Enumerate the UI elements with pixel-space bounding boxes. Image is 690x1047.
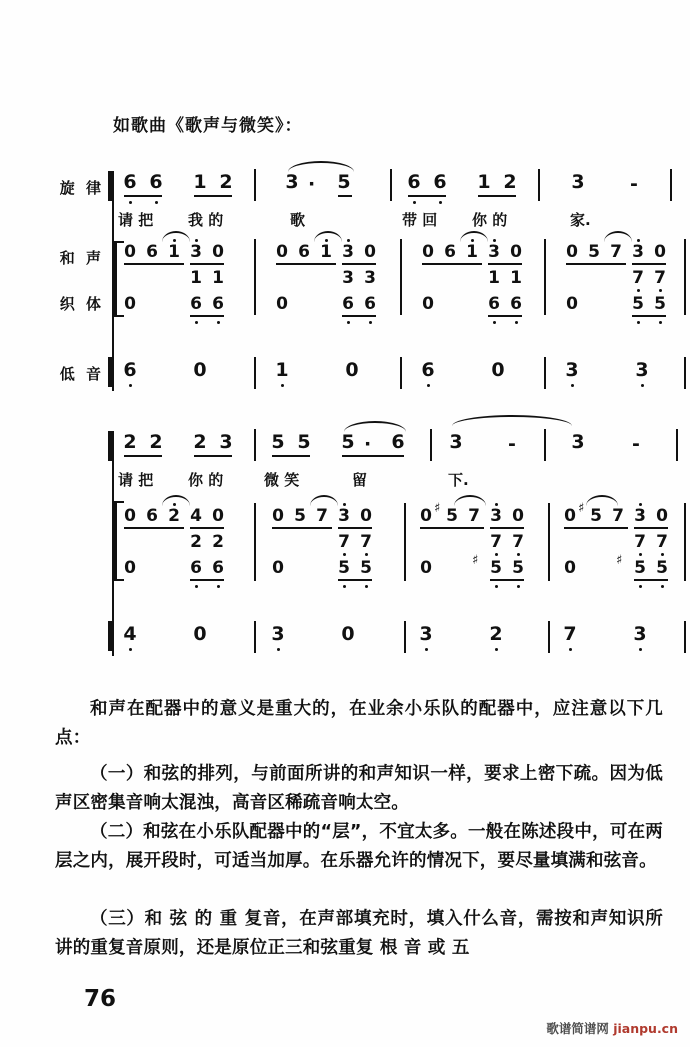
harmony-note: 7 <box>610 242 622 262</box>
harmony-note: 5 <box>490 558 502 578</box>
slur <box>162 495 190 506</box>
sharp-accidental: ♯ <box>472 553 479 568</box>
dot-prolong: · <box>308 173 316 195</box>
melody-note: 2 <box>149 431 163 453</box>
harmony-note: 5 <box>590 506 602 526</box>
octave-dot-low <box>641 384 644 387</box>
slur <box>586 495 618 506</box>
beam <box>338 579 372 581</box>
slur <box>452 415 572 426</box>
sharp-accidental: ♯ <box>434 501 441 516</box>
harmony-note: 0 <box>422 242 434 262</box>
beam <box>194 455 232 457</box>
slur <box>454 495 486 506</box>
octave-dot-low <box>659 289 662 292</box>
bass-note: 0 <box>345 359 359 381</box>
beam <box>190 579 224 581</box>
melody-note: 3 <box>571 171 585 193</box>
harmony-note: 2 <box>212 532 224 552</box>
slur <box>162 231 190 242</box>
octave-dot-low <box>427 384 430 387</box>
label-melody: 旋 律 <box>59 179 104 197</box>
barline <box>684 621 686 653</box>
melody-note: 2 <box>503 171 517 193</box>
bass-note: 4 <box>123 623 137 645</box>
harmony-note: 3 <box>190 242 202 262</box>
harmony-note: 7 <box>656 532 668 552</box>
watermark-site-name: 歌谱简谱网 <box>546 1021 609 1036</box>
melody-extend: - <box>508 433 516 455</box>
beam <box>190 263 224 265</box>
octave-dot-low <box>195 321 198 324</box>
barline <box>676 429 678 461</box>
bass-note: 3 <box>635 359 649 381</box>
beam <box>190 315 224 317</box>
harmony-note: 5 <box>446 506 458 526</box>
harmony-note: 6 <box>190 558 202 578</box>
harmony-note: 0 <box>654 242 666 262</box>
harmony-note: 1 <box>320 242 332 262</box>
beam <box>272 455 310 457</box>
octave-dot-low <box>281 384 284 387</box>
bass-note: 2 <box>489 623 503 645</box>
octave-dot-low <box>217 585 220 588</box>
harmony-note: 0 <box>124 294 136 314</box>
beam <box>124 527 184 529</box>
harmony-note: 3 <box>342 242 354 262</box>
lyric-syllable: 你 的 <box>188 471 224 489</box>
harmony-note: 7 <box>654 268 666 288</box>
lyric-syllable: 家. <box>570 211 591 229</box>
harmony-note: 0 <box>276 294 288 314</box>
melody-note: 3 <box>571 431 585 453</box>
octave-dot-low <box>369 321 372 324</box>
melody-note: 6 <box>123 171 137 193</box>
octave-dot-low <box>365 553 368 556</box>
melody-note: 3 <box>219 431 233 453</box>
page-number: 76 <box>84 986 117 1012</box>
octave-dot-low <box>495 585 498 588</box>
slur <box>310 495 338 506</box>
melody-note: 6 <box>149 171 163 193</box>
octave-dot-low <box>661 585 664 588</box>
octave-dot-low <box>493 321 496 324</box>
sharp-accidental: ♯ <box>616 553 623 568</box>
bass-note: 3 <box>271 623 285 645</box>
melody-note: 2 <box>219 171 233 193</box>
site-watermark <box>546 1019 678 1037</box>
melody-note: 5 <box>271 431 285 453</box>
slur <box>460 231 488 242</box>
harmony-note: 0 <box>656 506 668 526</box>
melody-note: 6 <box>407 171 421 193</box>
harmony-note: 7 <box>468 506 480 526</box>
octave-dot-low <box>495 553 498 556</box>
octave-dot-low <box>217 321 220 324</box>
harmony-note: 0 <box>212 506 224 526</box>
watermark-domain: jianpu.cn <box>613 1021 678 1036</box>
octave-dot-low <box>661 553 664 556</box>
harmony-note: 1 <box>168 242 180 262</box>
octave-dot-low <box>571 384 574 387</box>
barline <box>684 357 686 389</box>
harmony-note: 5 <box>294 506 306 526</box>
octave-dot-low <box>425 648 428 651</box>
octave-dot-high <box>637 239 640 242</box>
barline <box>254 503 256 581</box>
harmony-note: 5 <box>634 558 646 578</box>
harmony-note: 3 <box>338 506 350 526</box>
barline <box>254 621 256 653</box>
beam <box>338 195 352 197</box>
bass-note: 3 <box>565 359 579 381</box>
beam <box>488 315 522 317</box>
bass-start-bar <box>108 357 113 387</box>
barline <box>400 239 402 315</box>
beam <box>564 527 628 529</box>
slur <box>314 231 342 242</box>
octave-dot-low <box>639 585 642 588</box>
lyric-syllable: 下. <box>448 471 469 489</box>
sharp-accidental: ♯ <box>578 501 585 516</box>
barline <box>254 357 256 389</box>
harmony-note: 0 <box>420 506 432 526</box>
barline <box>254 239 256 315</box>
beam <box>488 263 522 265</box>
harmony-note: 5 <box>632 294 644 314</box>
harmony-note: 0 <box>566 294 578 314</box>
octave-dot-low <box>195 585 198 588</box>
harmony-note: 7 <box>612 506 624 526</box>
barline <box>400 357 402 389</box>
octave-dot-high <box>471 239 474 242</box>
beam <box>490 527 524 529</box>
beam <box>194 195 232 197</box>
bass-note: 0 <box>341 623 355 645</box>
harmony-note: 6 <box>298 242 310 262</box>
octave-dot-low <box>343 553 346 556</box>
harmony-note: 0 <box>510 242 522 262</box>
bass-note: 6 <box>123 359 137 381</box>
barline <box>254 429 256 461</box>
harmony-note: 1 <box>488 268 500 288</box>
beam <box>272 527 332 529</box>
octave-dot-low <box>517 553 520 556</box>
octave-dot-low <box>347 321 350 324</box>
octave-dot-high <box>343 503 346 506</box>
octave-dot-low <box>343 585 346 588</box>
barline <box>544 239 546 315</box>
harmony-note: 0 <box>124 506 136 526</box>
beam <box>124 263 184 265</box>
melody-extend: - <box>630 173 638 195</box>
harmony-note: 6 <box>212 294 224 314</box>
bass-note: 0 <box>491 359 505 381</box>
label-bass: 低 音 <box>59 365 104 383</box>
melody-note: 6 <box>391 431 405 453</box>
harmony-note: 6 <box>146 506 158 526</box>
melody-note: 2 <box>123 431 137 453</box>
octave-dot-low <box>515 321 518 324</box>
octave-dot-low <box>517 585 520 588</box>
octave-dot-low <box>155 201 158 204</box>
harmony-note: 7 <box>512 532 524 552</box>
octave-dot-low <box>659 321 662 324</box>
harmony-note: 1 <box>466 242 478 262</box>
harmony-note: 6 <box>488 294 500 314</box>
label-harmony: 和 声 <box>59 249 104 267</box>
harmony-note: 0 <box>566 242 578 262</box>
harmony-note: 0 <box>564 506 576 526</box>
barline <box>390 169 392 201</box>
octave-dot-high <box>347 239 350 242</box>
octave-dot-high <box>173 239 176 242</box>
bass-note: 3 <box>419 623 433 645</box>
harmony-note: 6 <box>364 294 376 314</box>
bass-note: 3 <box>633 623 647 645</box>
paragraph-point-1: （一）和弦的排列，与前面所讲的和声知识一样，要求上密下疏。因为低声区密集音响太混浊，高音区稀疏音响太空。 <box>55 764 663 813</box>
harmony-note: 6 <box>510 294 522 314</box>
octave-dot-high <box>173 503 176 506</box>
harmony-note: 0 <box>564 558 576 578</box>
octave-dot-low <box>495 648 498 651</box>
octave-dot-low <box>129 201 132 204</box>
octave-dot-high <box>639 503 642 506</box>
barline <box>404 621 406 653</box>
octave-dot-high <box>493 239 496 242</box>
bass-note: 7 <box>563 623 577 645</box>
paragraph-point-3: （三）和 弦 的 重 复音，在声部填充时，填入什么音，需按和声知识所讲的重复音原则，还是原位正三和弦重复 根 音 或 五 <box>55 909 663 958</box>
harmony-note: 3 <box>632 242 644 262</box>
harmony-note: 7 <box>316 506 328 526</box>
melody-note: 6 <box>433 171 447 193</box>
harmony-note: 3 <box>634 506 646 526</box>
paragraph-intro: 和声在配器中的意义是重大的，在业余小乐队的配器中，应注意以下几点： <box>55 699 663 748</box>
melody-note: 2 <box>193 431 207 453</box>
harmony-note: 5 <box>338 558 350 578</box>
example-intro: 如歌曲《歌声与微笑》： <box>113 116 303 136</box>
melody-note: 3 <box>285 171 299 193</box>
lyric-syllable: 我 的 <box>188 211 224 229</box>
bass-note: 0 <box>193 623 207 645</box>
harmony-note: 7 <box>632 268 644 288</box>
octave-dot-low <box>569 648 572 651</box>
beam <box>632 315 666 317</box>
beam <box>408 195 446 197</box>
octave-dot-low <box>365 585 368 588</box>
harmony-note: 1 <box>510 268 522 288</box>
octave-dot-high <box>195 239 198 242</box>
harmony-note: 3 <box>490 506 502 526</box>
beam <box>634 527 668 529</box>
harmony-note: 0 <box>364 242 376 262</box>
lyric-syllable: 微 笑 <box>264 471 300 489</box>
beam <box>124 455 162 457</box>
barline <box>254 169 256 201</box>
barline <box>404 503 406 581</box>
harmony-note: 0 <box>276 242 288 262</box>
harmony-note: 5 <box>656 558 668 578</box>
harmony-note: 6 <box>444 242 456 262</box>
beam <box>338 527 372 529</box>
dot-prolong: · <box>364 433 372 455</box>
slur <box>604 231 632 242</box>
octave-dot-low <box>129 384 132 387</box>
melody-extend: - <box>632 433 640 455</box>
beam <box>342 455 404 457</box>
harmony-note: 6 <box>146 242 158 262</box>
harmony-note: 0 <box>420 558 432 578</box>
harmony-note: 6 <box>342 294 354 314</box>
harmony-note: 3 <box>342 268 354 288</box>
label-texture: 织 体 <box>59 295 104 313</box>
beam <box>634 579 668 581</box>
octave-dot-low <box>413 201 416 204</box>
harmony-note: 0 <box>422 294 434 314</box>
harmony-note: 7 <box>360 532 372 552</box>
octave-dot-low <box>637 321 640 324</box>
harmony-note: 7 <box>338 532 350 552</box>
melody-note: 1 <box>477 171 491 193</box>
lyric-syllable: 你 的 <box>472 211 508 229</box>
barline <box>544 357 546 389</box>
beam <box>276 263 336 265</box>
bass-start-bar <box>108 621 113 651</box>
octave-dot-low <box>639 553 642 556</box>
bass-note: 6 <box>421 359 435 381</box>
harmony-note: 0 <box>272 558 284 578</box>
harmony-note: 5 <box>360 558 372 578</box>
melody-note: 5 <box>297 431 311 453</box>
beam <box>190 527 224 529</box>
barline <box>548 503 550 581</box>
bass-note: 1 <box>275 359 289 381</box>
harmony-note: 1 <box>212 268 224 288</box>
harmony-note: 4 <box>190 506 202 526</box>
lyric-syllable: 请 把 <box>118 211 154 229</box>
melody-note: 3 <box>449 431 463 453</box>
lyric-syllable: 歌 <box>290 211 306 229</box>
octave-dot-low <box>277 648 280 651</box>
beam <box>342 315 376 317</box>
paragraph-point-2: （二）和弦在小乐队配器中的“层”，不宜太多。一般在陈述段中，可在两层之内，展开段时，可适当加厚。在乐器允许的情况下，要尽量填满和弦音。 <box>55 822 663 871</box>
melody-note: 5 <box>341 431 355 453</box>
beam <box>566 263 626 265</box>
harmony-note: 0 <box>212 242 224 262</box>
harmony-note: 1 <box>190 268 202 288</box>
barline <box>538 169 540 201</box>
octave-dot-low <box>637 289 640 292</box>
harmony-note: 5 <box>654 294 666 314</box>
beam <box>420 527 484 529</box>
harmony-note: 2 <box>190 532 202 552</box>
octave-dot-high <box>325 239 328 242</box>
harmony-note: 5 <box>512 558 524 578</box>
lyric-syllable: 留 <box>352 471 368 489</box>
barline <box>670 169 672 201</box>
beam <box>490 579 524 581</box>
harmony-note: 3 <box>364 268 376 288</box>
harmony-note: 7 <box>490 532 502 552</box>
beam <box>422 263 482 265</box>
lyric-syllable: 请 把 <box>118 471 154 489</box>
barline <box>430 429 432 461</box>
harmony-note: 6 <box>212 558 224 578</box>
harmony-note: 3 <box>488 242 500 262</box>
harmony-note: 5 <box>588 242 600 262</box>
barline <box>548 621 550 653</box>
barline <box>684 239 686 315</box>
beam <box>342 263 376 265</box>
beam <box>478 195 516 197</box>
bass-note: 0 <box>193 359 207 381</box>
melody-note: 1 <box>193 171 207 193</box>
barline <box>684 503 686 581</box>
harmony-note: 0 <box>272 506 284 526</box>
octave-dot-low <box>639 648 642 651</box>
lyric-syllable: 带 回 <box>402 211 438 229</box>
harmony-note: 6 <box>190 294 202 314</box>
harmony-note: 0 <box>512 506 524 526</box>
harmony-note: 0 <box>124 558 136 578</box>
octave-dot-low <box>439 201 442 204</box>
harmony-note: 0 <box>360 506 372 526</box>
harmony-note: 2 <box>168 506 180 526</box>
beam <box>632 263 666 265</box>
beam <box>124 195 162 197</box>
octave-dot-high <box>495 503 498 506</box>
melody-note: 5 <box>337 171 351 193</box>
octave-dot-low <box>129 648 132 651</box>
harmony-note: 7 <box>634 532 646 552</box>
harmony-note: 0 <box>124 242 136 262</box>
barline <box>544 429 546 461</box>
